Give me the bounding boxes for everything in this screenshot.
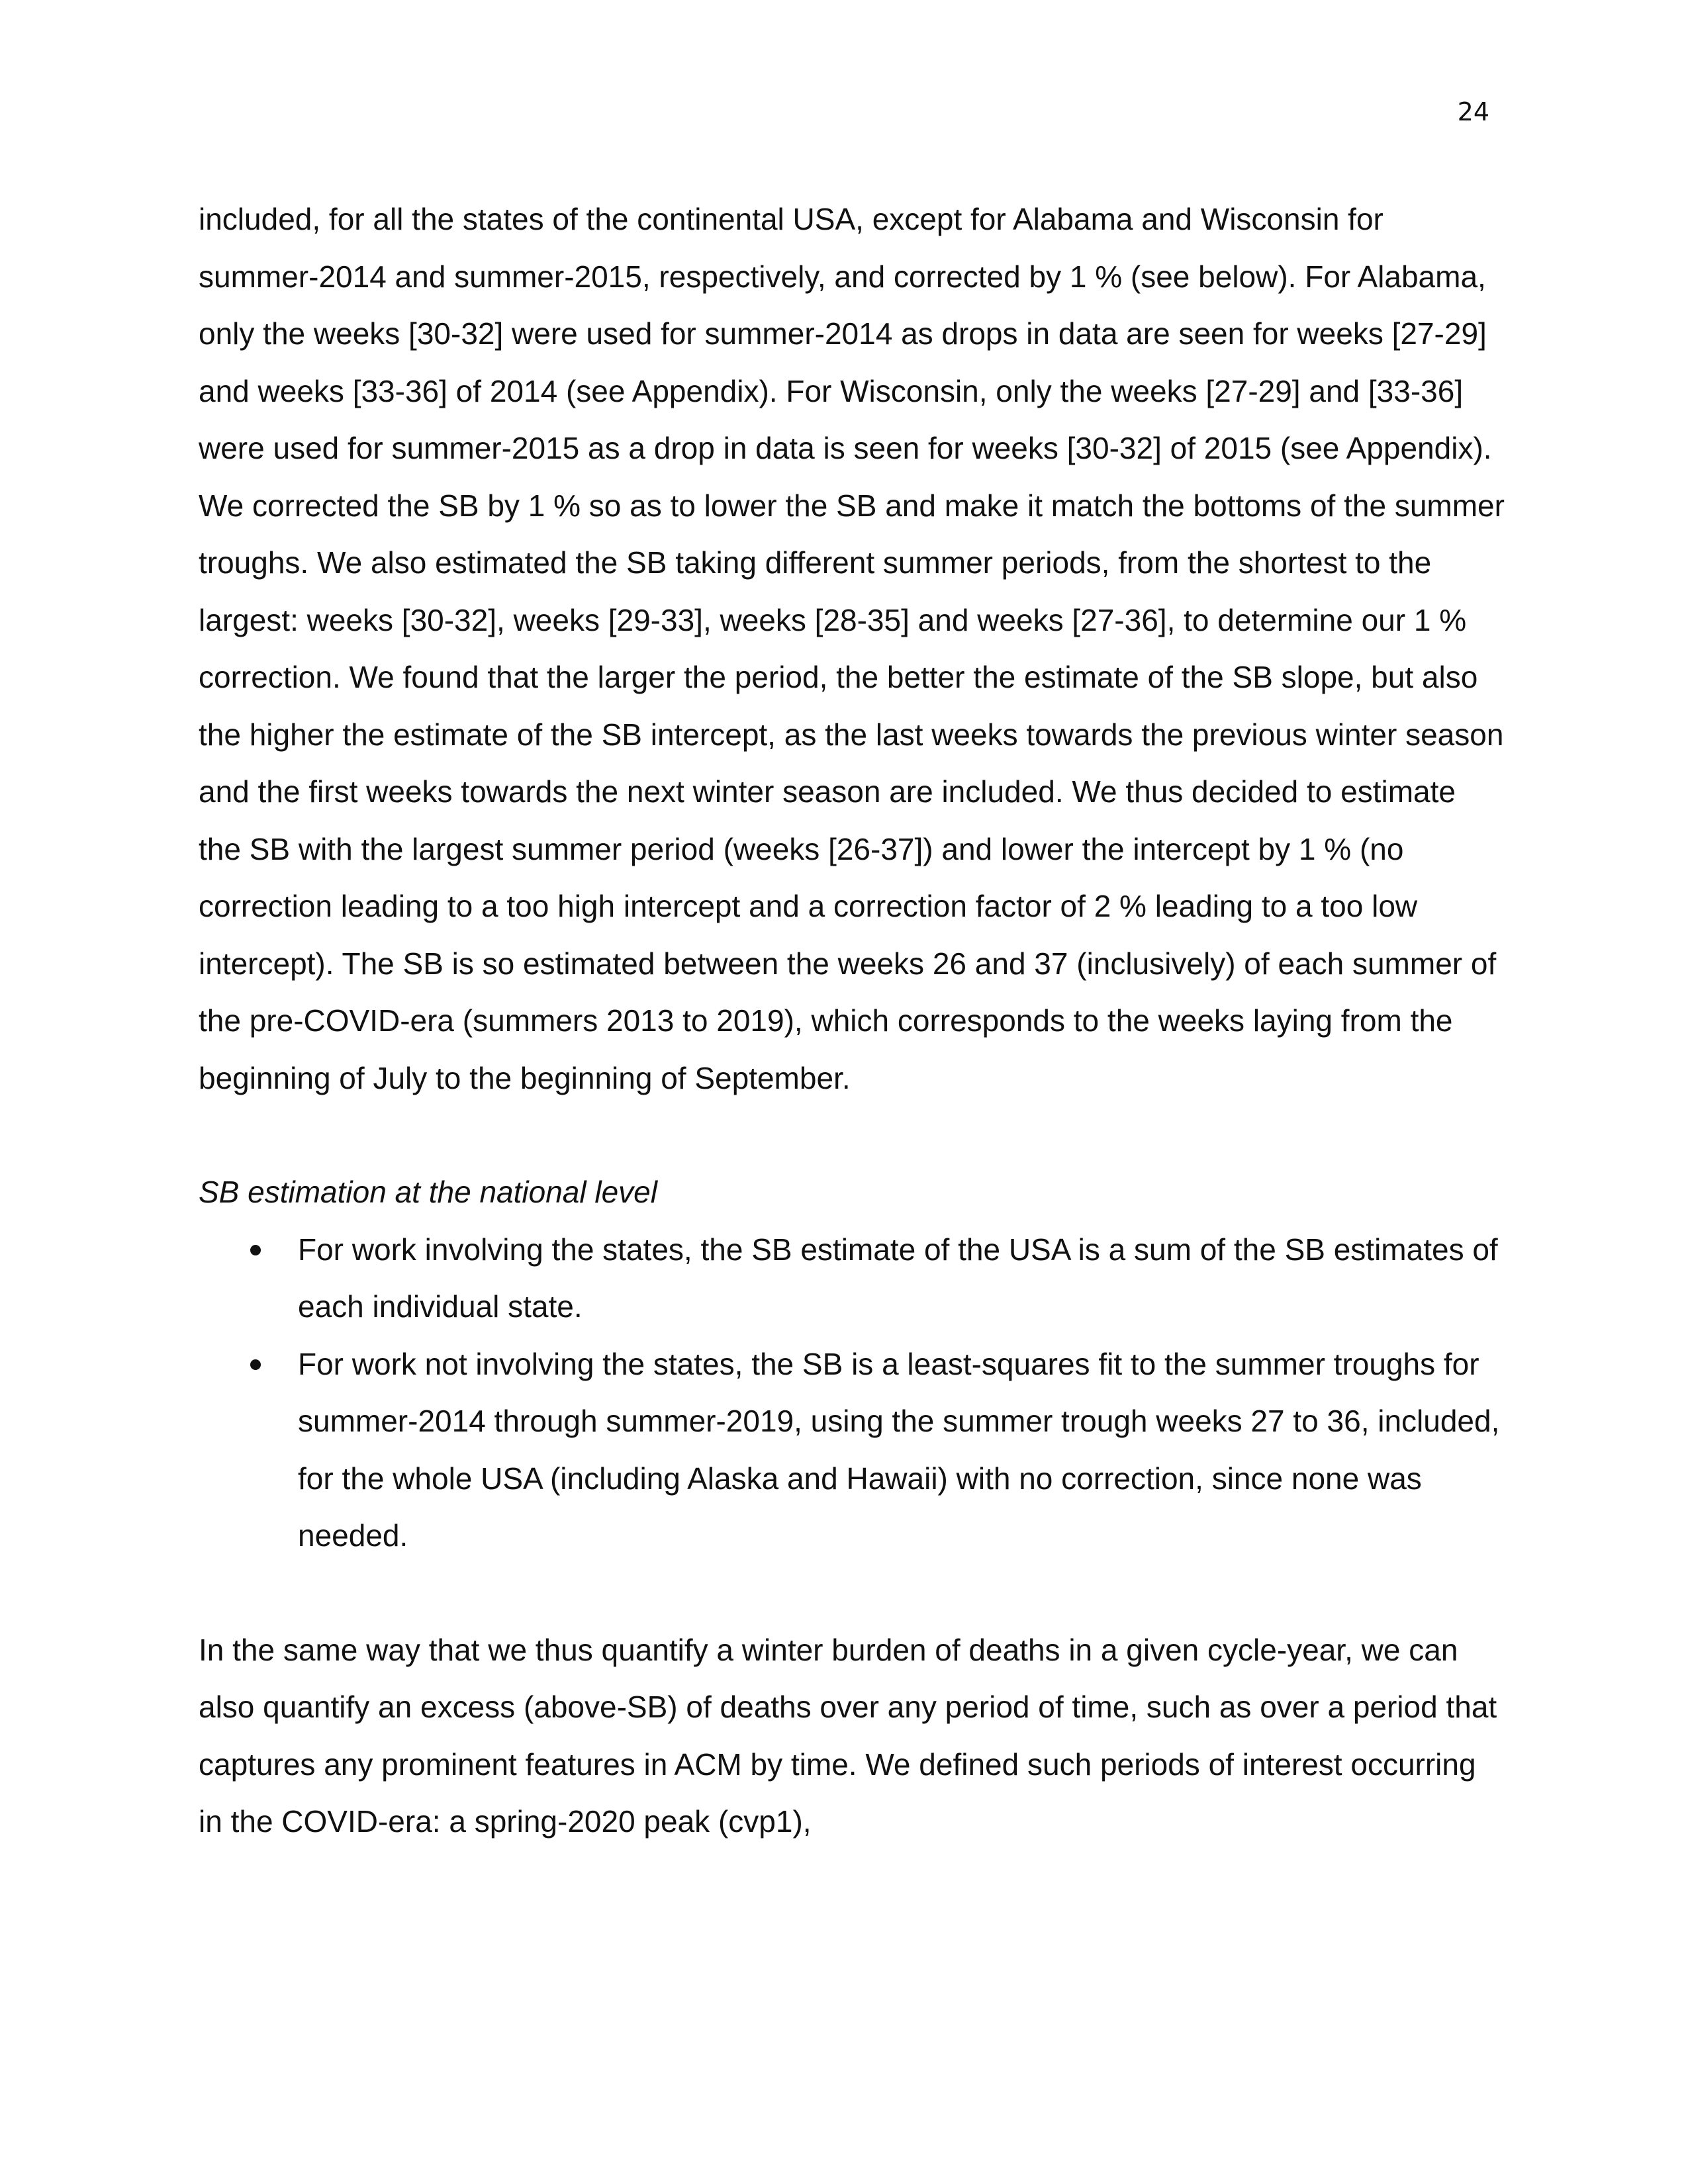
paragraph-spacer bbox=[199, 1565, 1506, 1621]
bullet-item bbox=[199, 1336, 1506, 1565]
section-heading: SB estimation at the national level bbox=[199, 1175, 657, 1209]
bullet-list bbox=[199, 1221, 1506, 1565]
page-body bbox=[199, 191, 1506, 1850]
page-number: 24 bbox=[1457, 97, 1489, 126]
bullet-text: For work not involving the states, the SB is a least-squares fit to the summer troughs for summer-2014 through summer-2019, using the summer trough weeks 27 to 36, included, for the whole USA (including Alaska and Hawaii) with no correction, since none was needed. bbox=[298, 1346, 1500, 1553]
bullet-dot-icon bbox=[250, 1245, 261, 1255]
body-paragraph: In the same way that we thus quantify a winter burden of deaths in a given cycle-year, we can also quantify an excess (above-SB) of deaths over any period of time, such as over a period that captures any prominent features in ACM by time. We defined such periods of interest occurring in the COVID-era: a spring-2020 peak (cvp1), bbox=[199, 1632, 1497, 1839]
bullet-item bbox=[199, 1221, 1506, 1336]
body-paragraph: included, for all the states of the continental USA, except for Alabama and Wisconsin for summer-2014 and summer-2015, respectively, and corrected by 1 % (see below). For Alabama, only the weeks [30-32] were used for summer-2014 as drops in data are seen for weeks [27-29] and weeks [33-36] of 2014 (see Appendix). For Wisconsin, only the weeks [27-29] and [33-36] were used for summer-2015 as a drop in data is seen for weeks [30-32] of 2015 (see Appendix). We corrected the SB by 1 % so as to lower the SB and make it match the bottoms of the summer troughs. We also estimated the SB taking different summer periods, from the shortest to the largest: weeks [30-32], weeks [29-33], weeks [28-35] and weeks [27-36], to determine our 1 % correction. We found that the larger the period, the better the estimate of the SB slope, but also the higher the estimate of the SB intercept, as the last weeks towards the previous winter season and the first weeks towards the next winter season are included. We thus decided to estimate the SB with the largest summer period (weeks [26-37]) and lower the intercept by 1 % (no correction leading to a too high intercept and a correction factor of 2 % leading to a too low intercept). The SB is so estimated between the weeks 26 and 37 (inclusively) of each summer of the pre-COVID-era (summers 2013 to 2019), which corresponds to the weeks laying from the beginning of July to the beginning of September. bbox=[199, 202, 1505, 1095]
paragraph-spacer bbox=[199, 1107, 1506, 1163]
bullet-text: For work involving the states, the SB estimate of the USA is a sum of the SB estimates of each individual state. bbox=[298, 1232, 1498, 1324]
bullet-dot-icon bbox=[250, 1359, 261, 1370]
